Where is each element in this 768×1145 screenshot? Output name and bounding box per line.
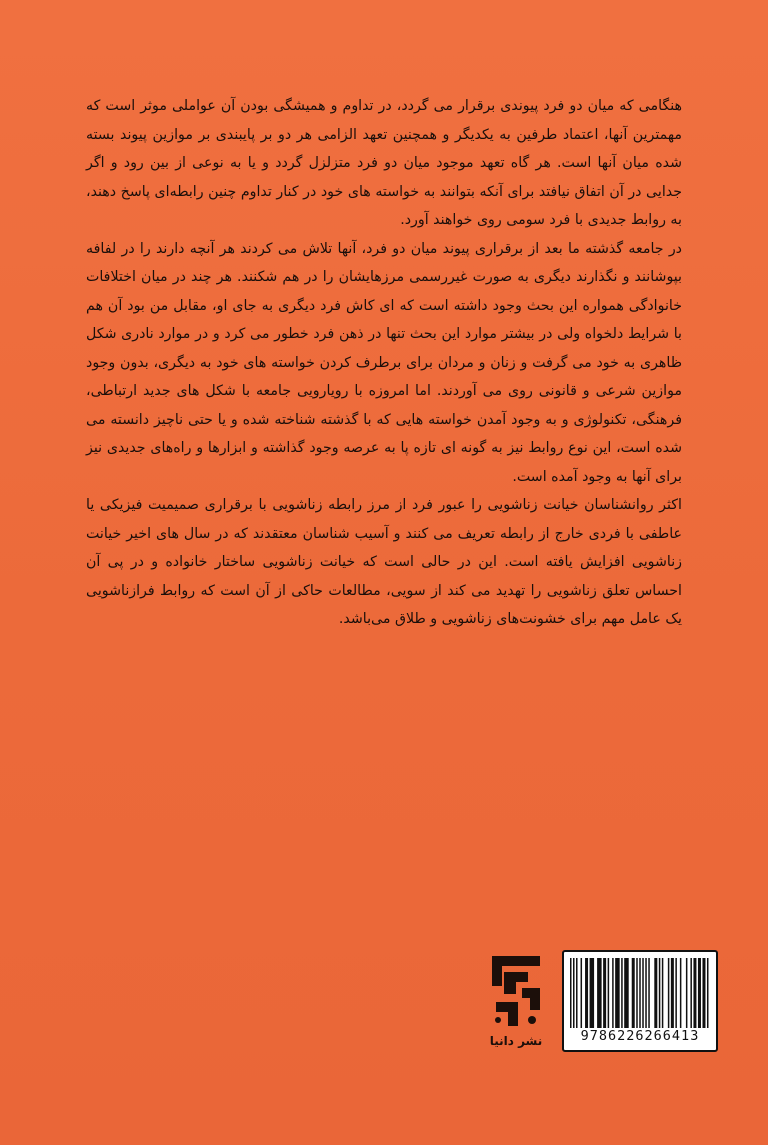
blurb-text-block bbox=[86, 92, 682, 634]
barcode-bar bbox=[645, 958, 647, 1028]
barcode-bar bbox=[585, 958, 588, 1028]
barcode-bar bbox=[615, 958, 620, 1028]
barcode-bar bbox=[675, 958, 677, 1028]
barcode-bar bbox=[654, 958, 657, 1028]
barcode-bar bbox=[662, 958, 664, 1028]
blurb-paragraph-2: در جامعه گذشته ما بعد از برقراری پیوند میان دو فرد، آنها تلاش می کردند هر آنچه دارند را در لفافه بپوشانند و نگذارند دیگری به صورت غیررسمی مرزهایشان را در هم شکنند. هر چند در میان اختلافات خانوادگی همواره این بحث وجود داشته است که ای کاش فرد دیگری به جای او، مقابل من بود آن هم با شرایط دلخواه ولی در بیشتر موارد این بحث تنها در ذهن فرد خطور می کرد و در موارد نادری شکل ظاهری به خود می گرفت و زنان و مردان برای برطرف کردن خواسته های خود به دیگری، بدون وجود موازین شرعی و قانونی روی می آوردند. اما امروزه با رویارویی جامعه با شکل های جدید ارتباطی، فرهنگی، تکنولوژی و به وجود آمدن خواسته هایی که با گذشته شناخته شده و یا حتی ناچیز دانسته می شده است، این نوع روابط نیز به گونه ای تازه پا به عرصه وجود گذاشته و ابزارها و راه‌های جدیدی نیز برای آنها به وجود آمده است. bbox=[86, 240, 682, 485]
barcode-bar bbox=[581, 958, 583, 1028]
barcode-bar bbox=[690, 958, 692, 1028]
barcode-bar bbox=[590, 958, 595, 1028]
barcode-bars bbox=[570, 958, 710, 1028]
barcode-bar bbox=[597, 958, 602, 1028]
barcode-bar bbox=[612, 958, 614, 1028]
barcode-bar bbox=[668, 958, 670, 1028]
publisher-name: نشر دانیا bbox=[489, 1034, 543, 1048]
barcode-bar bbox=[573, 958, 575, 1028]
barcode-bar bbox=[639, 958, 641, 1028]
barcode-bar bbox=[621, 958, 623, 1028]
barcode-bar bbox=[702, 958, 705, 1028]
barcode-bar bbox=[680, 958, 682, 1028]
publisher-logo-icon bbox=[486, 950, 546, 1030]
barcode-bar bbox=[624, 958, 629, 1028]
barcode-bar bbox=[632, 958, 635, 1028]
barcode-bar bbox=[707, 958, 709, 1028]
barcode-bar bbox=[659, 958, 661, 1028]
barcode-bar bbox=[648, 958, 650, 1028]
blurb-paragraph-1: هنگامی که میان دو فرد پیوندی برقرار می گردد، در تداوم و همیشگی بودن آن عواملی موثر است که مهمترین آنها، اعتماد طرفین به یکدیگر و همچنین تعهد الزامی هر دو بر پایبندی بر موازین پیوند بسته شده میان آنها است. هر گاه تعهد موجود میان دو فرد متزلزل گردد و یا به نوعی از بین رود و اگر جدایی در آن اتفاق نیافتد برای آنکه بتوانند به خواسته های خود در کنار تداوم چنین رابطه‌ای پاسخ دهند، به روابط جدیدی با فرد سومی روی خواهند آورد. bbox=[86, 98, 682, 228]
barcode-bar bbox=[608, 958, 610, 1028]
isbn-number: 9786226266413 bbox=[580, 1028, 700, 1044]
isbn-barcode bbox=[562, 950, 718, 1052]
barcode-bar bbox=[642, 958, 644, 1028]
barcode-bar bbox=[636, 958, 638, 1028]
barcode-bar bbox=[686, 958, 688, 1028]
barcode-bar bbox=[603, 958, 606, 1028]
barcode-bar bbox=[671, 958, 674, 1028]
barcode-bar bbox=[570, 958, 572, 1028]
publisher-badge bbox=[476, 950, 556, 1060]
barcode-bar bbox=[698, 958, 701, 1028]
barcode-bar bbox=[693, 958, 696, 1028]
blurb-paragraph-3: اکثر روانشناسان خیانت زناشویی را عبور فرد از مرز رابطه زناشویی با برقراری صمیمیت فیزیکی یا عاطفی با فردی خارج از رابطه تعریف می کنند و آسیب شناسان معتقدند که در سال های اخیر خیانت زناشویی افزایش یافته است. این در حالی است که خیانت زناشویی ساختار خانواده و در پی آن احساس تعلق زناشویی را تهدید می کند از سویی، مطالعات حاکی از آن است که روابط فرازناشویی یک عامل مهم برای خشونت‌های زناشویی و طلاق می‌باشد. bbox=[86, 497, 682, 627]
barcode-bar bbox=[576, 958, 578, 1028]
